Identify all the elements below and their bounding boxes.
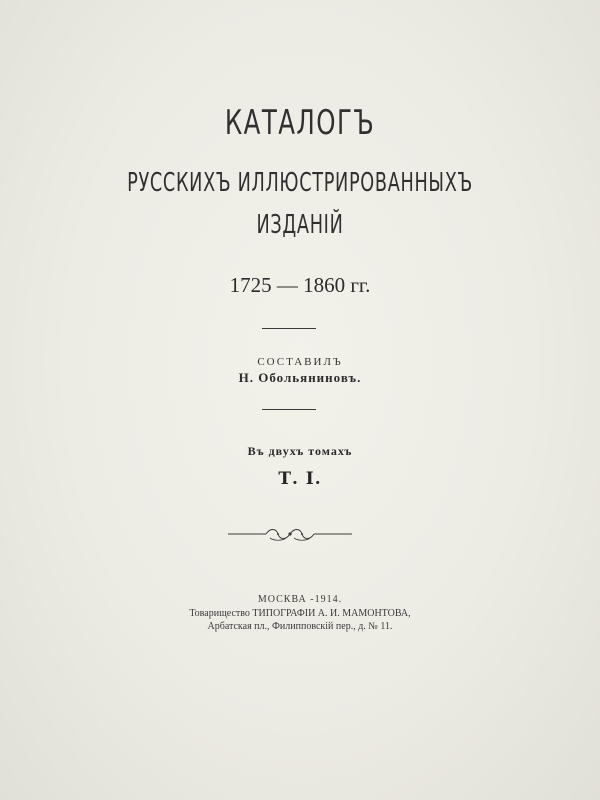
compiled-by-label: СОСТАВИЛЪ	[257, 356, 343, 368]
decorative-ornament-icon	[226, 526, 354, 542]
book-title: КАТАЛОГЪ	[224, 103, 376, 143]
imprint-publisher: Товарищество ТИПОГРАФІИ А. И. МАМОНТОВА,	[189, 608, 411, 619]
date-range: 1725 — 1860 гг.	[229, 273, 371, 297]
author-name: Н. Обольяниновъ.	[238, 370, 362, 385]
divider-rule-top	[262, 328, 316, 329]
book-subtitle-line-2: ИЗДАНІЙ	[256, 210, 344, 240]
book-subtitle-line-1: РУССКИХЪ ИЛЛЮСТРИРОВАННЫХЪ	[127, 168, 473, 198]
imprint-city-year: МОСКВА -1914.	[257, 594, 343, 605]
divider-rule-bottom	[262, 409, 316, 410]
volumes-note: Въ двухъ томахъ	[247, 444, 353, 458]
imprint-address: Арбатская пл., Филипповскій пер., д. № 11.	[207, 621, 393, 632]
tome-number: Т. I.	[278, 469, 322, 489]
